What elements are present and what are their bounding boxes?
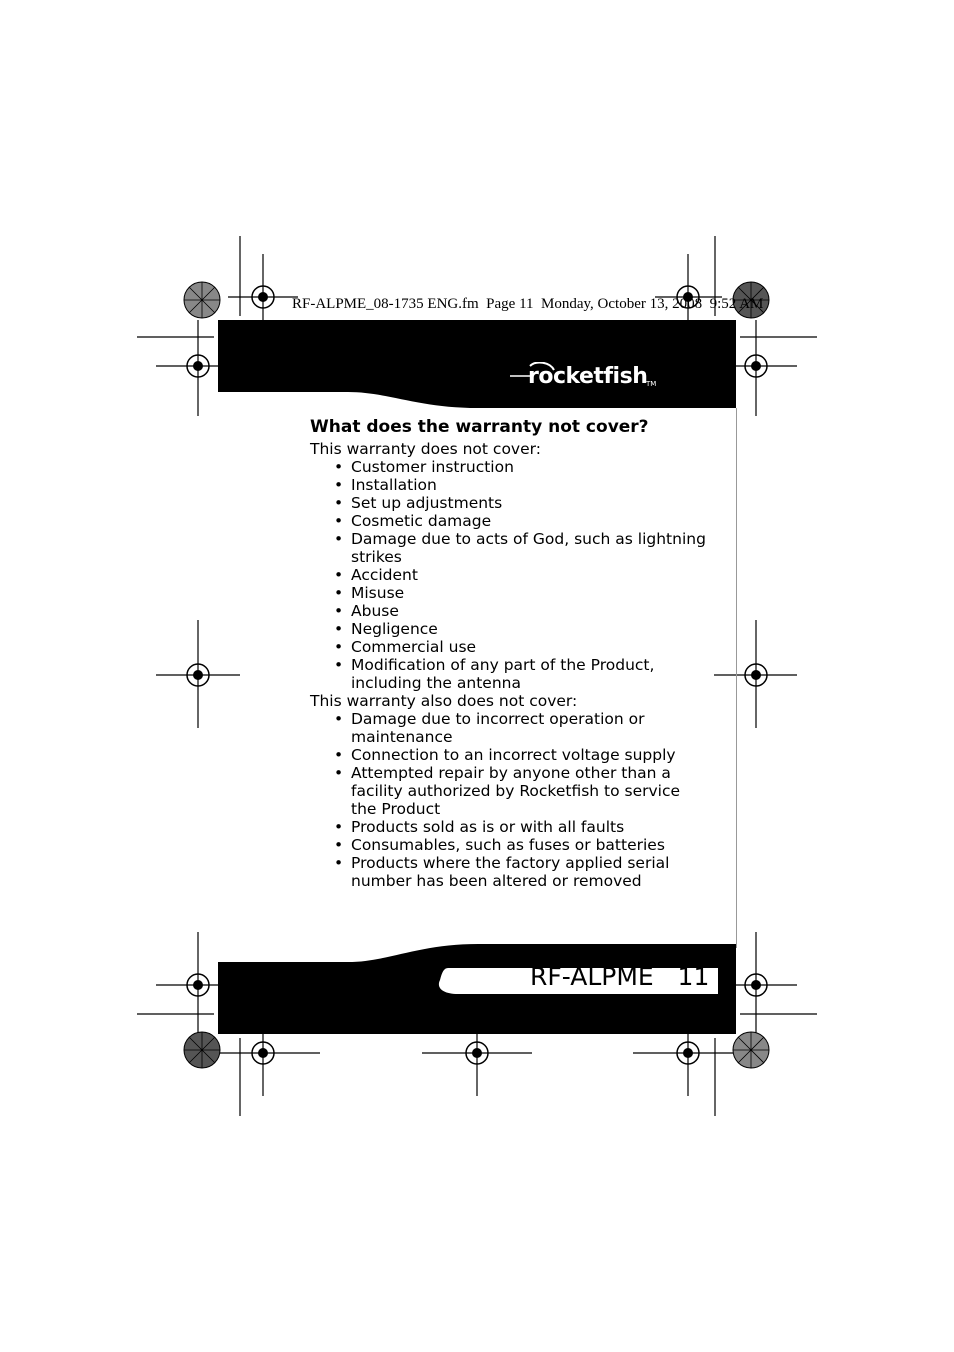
- list-item-line: strikes: [351, 548, 402, 566]
- bullet-icon: •: [334, 638, 344, 656]
- footer-page-label: [530, 962, 709, 991]
- list-item-line: Damage due to acts of God, such as lightning: [351, 530, 706, 548]
- list-item: [334, 620, 710, 638]
- list-item-line: Damage due to incorrect operation or: [351, 710, 645, 728]
- bullet-icon: •: [334, 602, 344, 620]
- bullet-icon: •: [334, 458, 344, 476]
- list-item: [334, 584, 710, 602]
- list-item-line: Customer instruction: [351, 458, 514, 476]
- bullet-icon: •: [334, 620, 344, 638]
- list-item-line: Modification of any part of the Product,: [351, 656, 655, 674]
- bullet-icon: •: [334, 494, 344, 512]
- list-item: [334, 710, 710, 746]
- bullet-icon: •: [334, 854, 344, 872]
- footer-model: RF-ALPME: [530, 962, 654, 991]
- list-item-line: Abuse: [351, 602, 399, 620]
- list-item-line: facility authorized by Rocketfish to service: [351, 782, 681, 800]
- list-item: [334, 656, 710, 692]
- list-item-line: Attempted repair by anyone other than a: [351, 764, 671, 782]
- list-item: [334, 458, 710, 476]
- bullet-icon: •: [334, 818, 344, 836]
- list-item: [334, 494, 710, 512]
- section1-list: [310, 458, 710, 692]
- section2-intro: This warranty also does not cover:: [310, 692, 578, 710]
- list-item-line: the Product: [351, 800, 441, 818]
- list-item-line: including the antenna: [351, 674, 521, 692]
- bullet-icon: •: [334, 710, 344, 728]
- bullet-icon: •: [334, 476, 344, 494]
- list-item: [334, 476, 710, 494]
- list-item-line: Accident: [351, 566, 418, 584]
- page-content: [310, 414, 710, 890]
- list-item-line: Consumables, such as fuses or batteries: [351, 836, 665, 854]
- section2-list: [310, 710, 710, 890]
- list-item-line: Negligence: [351, 620, 438, 638]
- list-item-line: number has been altered or removed: [351, 872, 642, 890]
- bullet-icon: •: [334, 584, 344, 602]
- list-item: [334, 764, 710, 818]
- section1-intro: This warranty does not cover:: [310, 440, 541, 458]
- list-item: [334, 746, 710, 764]
- list-item-line: Products sold as is or with all faults: [351, 818, 625, 836]
- list-item-line: Set up adjustments: [351, 494, 503, 512]
- list-item: [334, 530, 710, 566]
- page-right-border: [736, 408, 737, 948]
- bullet-icon: •: [334, 566, 344, 584]
- logo-text: rocketfish: [528, 364, 648, 389]
- list-item-line: Products where the factory applied serial: [351, 854, 670, 872]
- bullet-icon: •: [334, 512, 344, 530]
- slug-line: RF-ALPME_08-1735 ENG.fm Page 11 Monday, October 13, 2008 9:52 AM: [292, 296, 764, 312]
- list-item-line: maintenance: [351, 728, 453, 746]
- logo-trademark: TM: [646, 380, 657, 388]
- list-item-line: Misuse: [351, 584, 405, 602]
- footer-page-number: 11: [677, 962, 710, 991]
- list-item: [334, 818, 710, 836]
- bullet-icon: •: [334, 836, 344, 854]
- list-item-line: Installation: [351, 476, 437, 494]
- list-item: [334, 602, 710, 620]
- bullet-icon: •: [334, 530, 344, 548]
- list-item: [334, 512, 710, 530]
- section-heading: What does the warranty not cover?: [310, 417, 649, 437]
- list-item-line: Connection to an incorrect voltage supply: [351, 746, 676, 764]
- bullet-icon: •: [334, 764, 344, 782]
- list-item: [334, 638, 710, 656]
- list-item-line: Cosmetic damage: [351, 512, 492, 530]
- list-item: [334, 854, 710, 890]
- list-item-line: Commercial use: [351, 638, 477, 656]
- bullet-icon: •: [334, 656, 344, 674]
- list-item: [334, 836, 710, 854]
- list-item: [334, 566, 710, 584]
- bullet-icon: •: [334, 746, 344, 764]
